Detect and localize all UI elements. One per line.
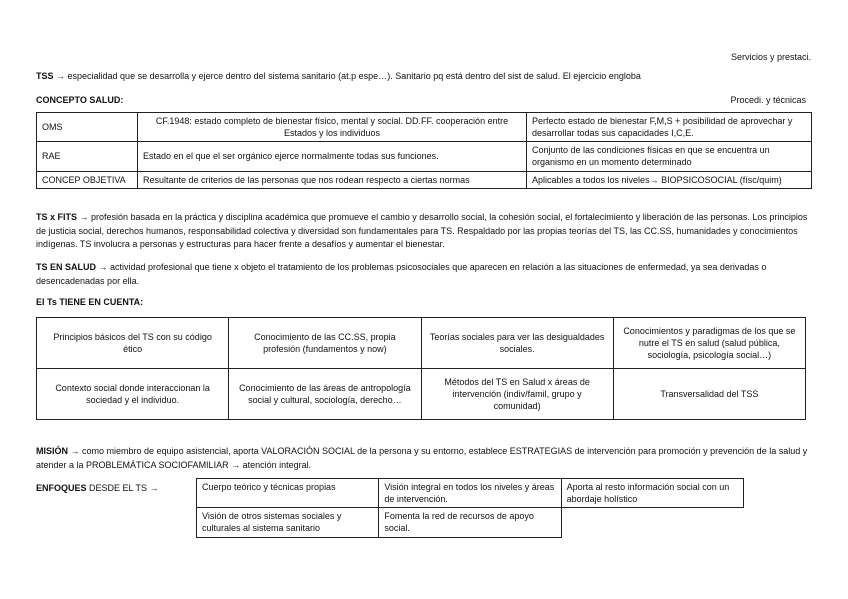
table-cell: Fomenta la red de recursos de apoyo social. xyxy=(379,508,561,537)
ts-salud-label: TS EN SALUD xyxy=(36,262,97,272)
ts-fits-paragraph xyxy=(36,211,812,252)
empty-cell xyxy=(561,508,743,537)
table-row xyxy=(37,318,806,369)
table-cell: Transversalidad del TSS xyxy=(613,369,805,420)
table-cell: CF.1948: estado completo de bienestar físico, mental y social. DD.FF. cooperación entre Estados y los individuos xyxy=(138,113,527,142)
table-row xyxy=(37,113,812,142)
table-cell: Conocimiento de las áreas de antropología social y cultural, sociología, derecho… xyxy=(229,369,421,420)
tss-label: TSS xyxy=(36,71,54,81)
ts-salud-paragraph xyxy=(36,261,812,288)
table-cell: Visión integral en todos los niveles y áreas de intervención. xyxy=(379,479,561,508)
tss-paragraph xyxy=(36,70,812,84)
table-cell: Cuerpo teórico y técnicas propias xyxy=(197,479,379,508)
enfoques-heading xyxy=(36,482,159,494)
concepto-salud-heading: CONCEPTO SALUD: xyxy=(36,95,124,105)
table-cell: Aplicables a todos los niveles→ BIOPSICOSOCIAL (físc/quim) xyxy=(527,171,812,188)
table-cell: Conjunto de las condiciones físicas en que se encuentra un organismo en un momento determinado xyxy=(527,142,812,171)
table-cell: Aporta al resto información social con un abordaje holístico xyxy=(561,479,743,508)
table-cell: Teorías sociales para ver las desigualdades sociales. xyxy=(421,318,613,369)
ts-salud-text: → actividad profesional que tiene x objeto el tratamiento de los problemas psicosociales que aparecen en relación a las situaciones de enfermedad, ya sea derivadas o desencadenadas por ella. xyxy=(36,262,767,286)
ts-fits-text: → profesión basada en la práctica y disciplina académica que promueve el cambio y desarrollo social, la cohesión social, el fortalecimiento y liberación de las personas. Los principios de justicia social, derechos humanos, responsabilidad colectiva y diversidad son fundamentales para TS. Respaldado por las propias teorías del TS, las CC.SS, humanidades y conocimientos indígenas. TS involucra a personas y estructuras para hacer frente a desafíos y aumentar el bienestar. xyxy=(36,212,808,249)
tss-text: → especialidad que se desarrolla y ejerce dentro del sistema sanitario (at.p espe…). Sanitario pq está dentro del sist de salud. El ejercicio engloba xyxy=(53,71,641,81)
mision-label: MISIÓN xyxy=(36,446,69,456)
table-cell: Estado en el que el ser orgánico ejerce normalmente todas sus funciones. xyxy=(138,142,527,171)
table-cell: Perfecto estado de bienestar F,M,S + posibilidad de aprovechar y desarrollar todas sus capacidades I,C,E. xyxy=(527,113,812,142)
table-cell: Conocimientos y paradigmas de los que se nutre el TS en salud (salud pública, sociología, psicología social…) xyxy=(613,318,805,369)
table-row xyxy=(37,369,806,420)
mision-text: → como miembro de equipo asistencial, aporta VALORACIÓN SOCIAL de la persona y su entorno, establece ESTRATEGIAS de intervención para promoción y prevención de la salud y atender a la PROBLEMÁTICA SOCIOFAMILIAR → atención integral. xyxy=(36,446,808,470)
table-cell: CONCEP OBJETIVA xyxy=(37,171,138,188)
procedimientos-label: Procedi. y técnicas xyxy=(730,95,806,105)
table-cell: Contexto social donde interaccionan la sociedad y el individuo. xyxy=(37,369,229,420)
table-cell: Conocimiento de las CC.SS, propia profesión (fundamentos y now) xyxy=(229,318,421,369)
enfoques-table xyxy=(196,478,744,538)
table-row xyxy=(197,479,744,508)
enfoques-label: ENFOQUES xyxy=(36,483,87,493)
concepto-salud-table xyxy=(36,112,812,189)
table-cell: Métodos del TS en Salud x áreas de intervención (indiv/famil, grupo y comunidad) xyxy=(421,369,613,420)
enfoques-suffix: DESDE EL TS → xyxy=(86,483,159,493)
table-cell: Principios básicos del TS con su código ético xyxy=(37,318,229,369)
ts-fits-label: TS x FITS xyxy=(36,212,78,222)
table-row xyxy=(197,508,744,537)
header-title: Servicios y prestaci. xyxy=(730,52,811,62)
tiene-en-cuenta-heading: El Ts TIENE EN CUENTA: xyxy=(36,297,144,307)
tiene-en-cuenta-table xyxy=(36,317,806,420)
table-row xyxy=(37,142,812,171)
table-cell: Resultante de criterios de las personas que nos rodean respecto a ciertas normas xyxy=(138,171,527,188)
table-cell: Visión de otros sistemas sociales y culturales al sistema sanitario xyxy=(197,508,379,537)
table-cell: OMS xyxy=(37,113,138,142)
table-row xyxy=(37,171,812,188)
table-cell: RAE xyxy=(37,142,138,171)
mision-paragraph xyxy=(36,445,812,472)
